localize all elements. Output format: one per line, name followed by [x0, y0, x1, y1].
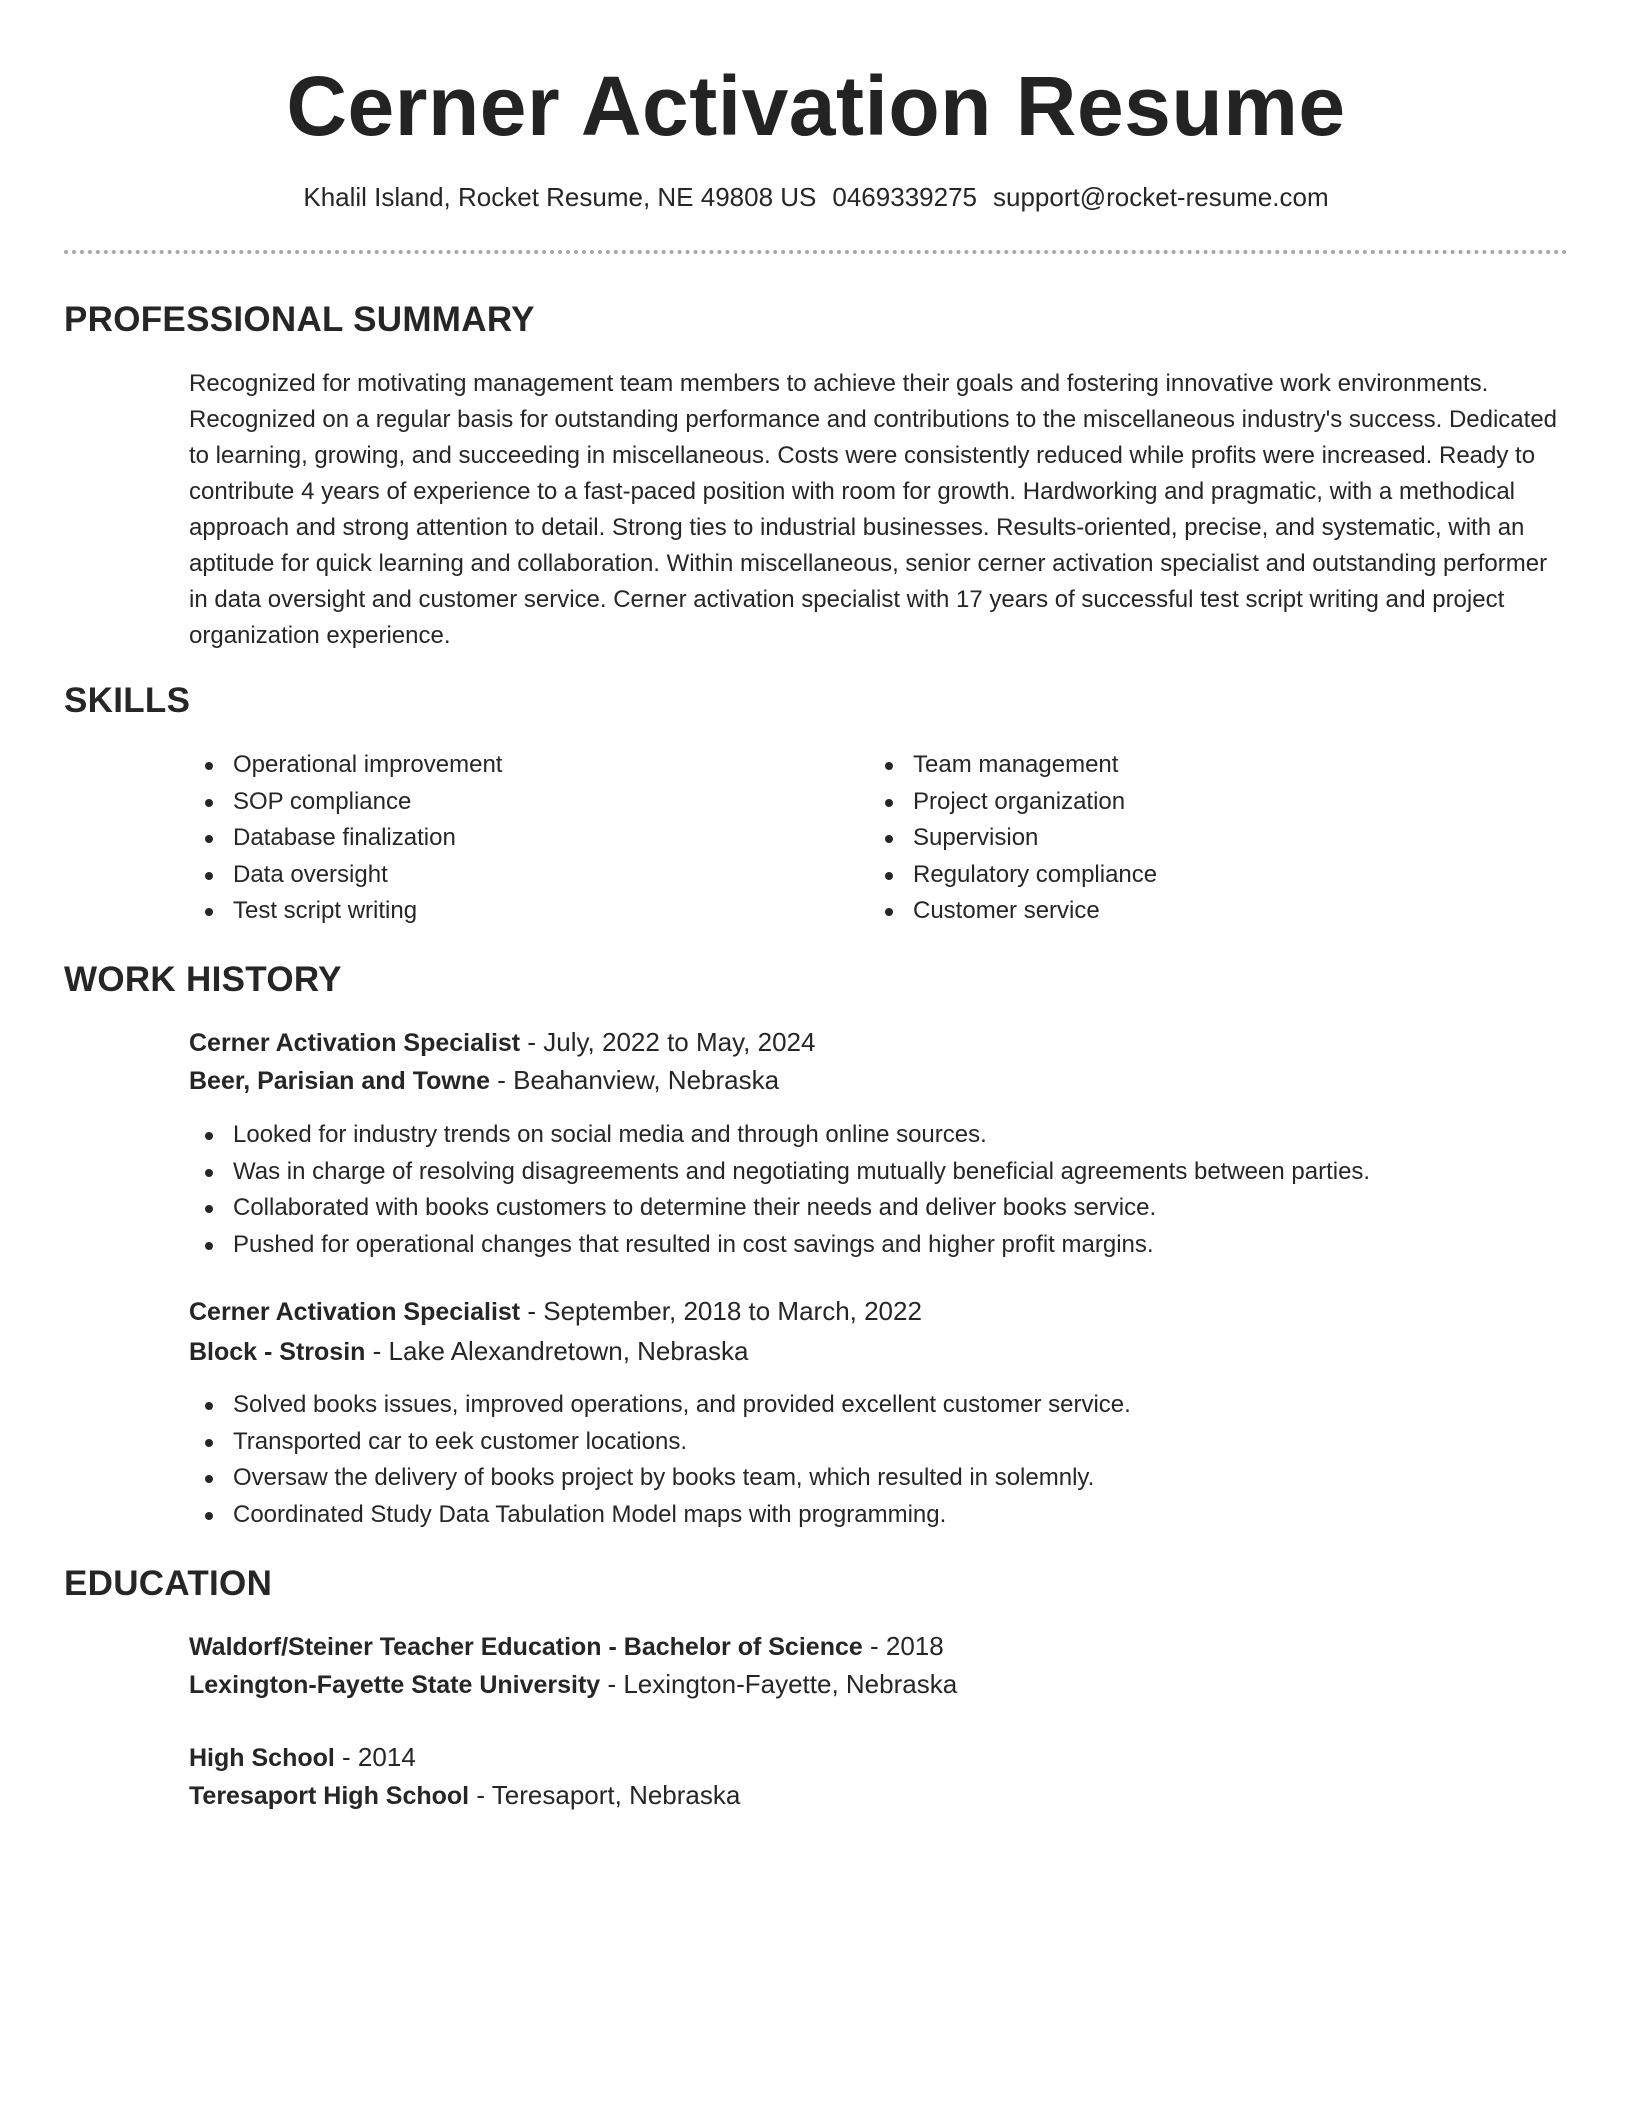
skill-item: Operational improvement [189, 747, 502, 784]
summary-text: Recognized for motivating management team members to achieve their goals and fostering innovative work environments. Recognized on a regular basis for outstanding performance and contributions to the miscellaneous industry's success. Dedicated to learning, growing, and succeeding in miscellaneous. Costs were consistently reduced while profits were increased. Ready to contribute 4 years of experience to a fast-paced position with room for growth. Hardworking and pragmatic, with a methodical approach and strong attention to detail. Strong ties to industrial businesses. Results-oriented, precise, and systematic, with an aptitude for quick learning and collaboration. Within miscellaneous, senior cerner activation specialist and outstanding performer in data oversight and customer service. Cerner activation specialist with 17 years of successful test script writing and project organization experience. [189, 370, 1558, 649]
contact-line [0, 180, 1632, 214]
job-company-line [189, 1062, 779, 1099]
job-bullet: Transported car to eek customer locations. [189, 1424, 1569, 1461]
skill-item: Customer service [869, 893, 1157, 930]
skill-item: Test script writing [189, 893, 502, 930]
section-title-education: EDUCATION [64, 1564, 273, 1603]
job-bullet: Coordinated Study Data Tabulation Model maps with programming. [189, 1497, 1569, 1534]
job-title: Cerner Activation Specialist [189, 1029, 521, 1057]
education-degree-line [189, 1628, 944, 1665]
education-degree: Waldorf/Steiner Teacher Education - Bachelor of Science [189, 1633, 863, 1661]
job-bullet: Looked for industry trends on social media and through online sources. [189, 1117, 1569, 1154]
skill-item: Data oversight [189, 857, 502, 894]
contact-phone: 0469339275 [832, 182, 977, 212]
job-title: Cerner Activation Specialist [189, 1298, 521, 1326]
education-school: Lexington-Fayette State University [189, 1671, 601, 1699]
resume-title: Cerner Activation Resume [286, 59, 1346, 153]
education-school-line [189, 1777, 740, 1814]
job-bullet: Was in charge of resolving disagreements and negotiating mutually beneficial agreements between parties. [189, 1154, 1569, 1191]
skill-item: Project organization [869, 784, 1157, 821]
contact-email: support@rocket-resume.com [993, 182, 1329, 212]
section-title-work: WORK HISTORY [64, 960, 342, 999]
section-title-summary: PROFESSIONAL SUMMARY [64, 300, 535, 339]
job-bullet: Pushed for operational changes that resulted in cost savings and higher profit margins. [189, 1227, 1569, 1264]
job-title-line [189, 1293, 922, 1330]
education-school-line [189, 1666, 957, 1703]
education-degree-line [189, 1739, 416, 1776]
job-bullet: Oversaw the delivery of books project by books team, which resulted in solemnly. [189, 1460, 1569, 1497]
job-location: - Lake Alexandretown, Nebraska [365, 1336, 749, 1366]
job-company: Beer, Parisian and Towne [189, 1067, 491, 1095]
skill-item: Supervision [869, 820, 1157, 857]
job-dates: - July, 2022 to May, 2024 [520, 1027, 816, 1057]
education-school: Teresaport High School [189, 1782, 470, 1810]
job-dates: - September, 2018 to March, 2022 [520, 1296, 922, 1326]
job-company: Block - Strosin [189, 1338, 366, 1366]
header-divider [64, 250, 1568, 254]
job-bullet: Solved books issues, improved operations, and provided excellent customer service. [189, 1387, 1569, 1424]
skill-item: Team management [869, 747, 1157, 784]
skills-list-right [869, 747, 1157, 930]
job-bullets [189, 1387, 1569, 1533]
skills-list-left [189, 747, 502, 930]
skill-item: Regulatory compliance [869, 857, 1157, 894]
education-year: - 2018 [862, 1631, 944, 1661]
contact-address: Khalil Island, Rocket Resume, NE 49808 US [303, 182, 817, 212]
job-title-line [189, 1024, 815, 1061]
education-year: - 2014 [334, 1742, 416, 1772]
education-location: - Lexington-Fayette, Nebraska [600, 1669, 958, 1699]
education-location: - Teresaport, Nebraska [469, 1780, 741, 1810]
job-company-line [189, 1333, 748, 1370]
section-title-skills: SKILLS [64, 681, 191, 720]
skill-item: Database finalization [189, 820, 502, 857]
job-bullets [189, 1117, 1569, 1263]
education-degree: High School [189, 1744, 335, 1772]
job-bullet: Collaborated with books customers to determine their needs and deliver books service. [189, 1190, 1569, 1227]
job-location: - Beahanview, Nebraska [490, 1065, 780, 1095]
skill-item: SOP compliance [189, 784, 502, 821]
